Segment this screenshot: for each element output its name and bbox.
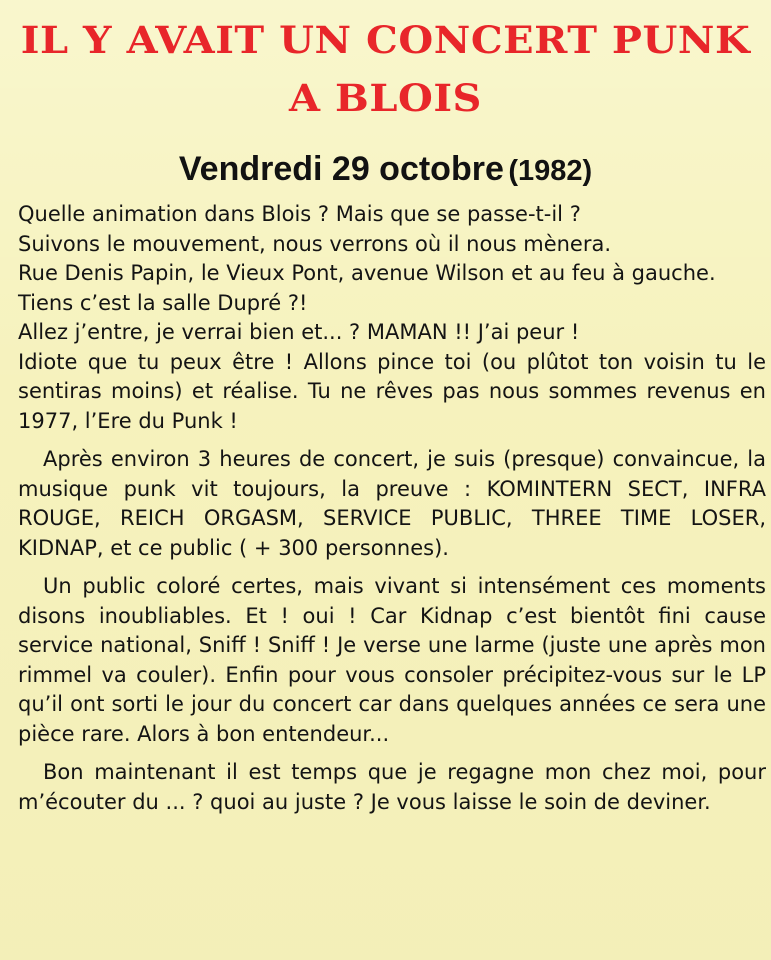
headline-line-2: A BLOIS <box>289 76 482 120</box>
subtitle <box>0 152 771 186</box>
intro-line: Idiote que tu peux être ! Allons pince toi (ou plûtot ton voisin tu le sentiras moins) et réalise. Tu ne rêves pas nous sommes revenus en 1977, l’Ere du Punk ! <box>18 349 766 433</box>
intro-line: Allez j’entre, je verrai bien et... ? MAMAN !! J’ai peur ! <box>18 320 580 344</box>
intro-line: Suivons le mouvement, nous verrons où il nous mènera. <box>18 231 612 256</box>
paragraph-public: Un public coloré certes, mais vivant si intensément ces moments disons inoubliables. Et ! oui ! Car Kidnap c’est bientôt fini cause service national, Sniff ! Sniff ! Je verse une larme (juste une après mon rimmel va couler). Enfin pour vous consoler précipitez-vous sur le LP qu’il ont sorti le jour du concert car dans quelques années ce sera une pièce rare. Alors à bon entendeur... <box>18 574 766 746</box>
headline-line-1: IL Y AVAIT UN CONCERT PUNK <box>20 18 751 62</box>
subtitle-date: Vendredi 29 octobre <box>178 150 504 188</box>
intro-line: Quelle animation dans Blois ? Mais que se passe-t-il ? <box>18 202 581 226</box>
intro-line: Tiens c’est la salle Dupré ?! <box>18 290 308 315</box>
paragraph-concert: Après environ 3 heures de concert, je suis (presque) convaincue, la musique punk vit toujours, la preuve : KOMINTERN SECT, INFRA ROUGE, REICH ORGASM, SERVICE PUBLIC, THREE TIME LOSER, KIDNAP, et ce public ( + 300 personnes). <box>18 447 766 560</box>
paragraph-ending: Bon maintenant il est temps que je regagne mon chez moi, pour m’écouter du ... ? quoi au juste ? Je vous laisse le soin de deviner. <box>18 760 766 814</box>
intro-block <box>18 200 766 436</box>
intro-line: Rue Denis Papin, le Vieux Pont, avenue Wilson et au feu à gauche. <box>18 261 716 285</box>
article-body <box>18 200 766 826</box>
subtitle-year: (1982) <box>508 155 593 187</box>
